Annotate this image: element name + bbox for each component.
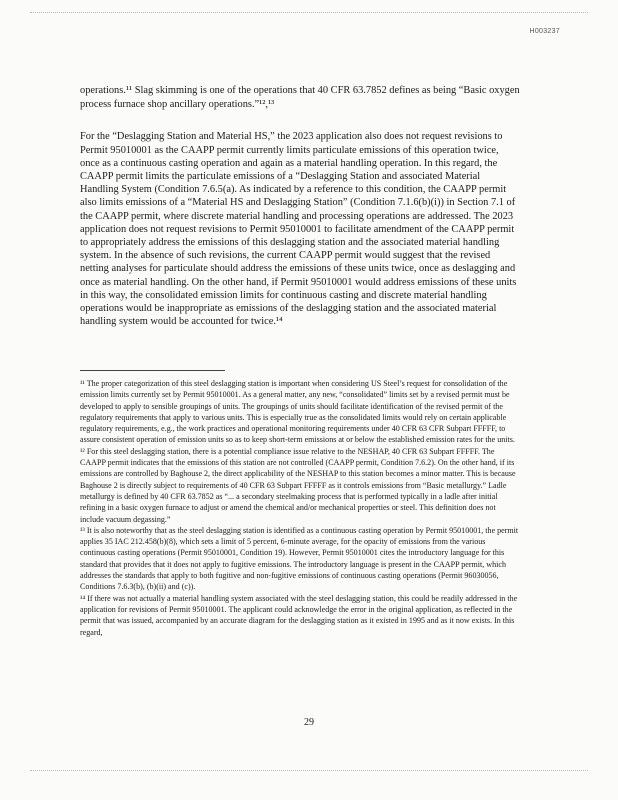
footnote-14: ¹⁴ If there was not actually a material handling system associated with the steel deslagging station, this could be readily addressed in the application for revisions of Permit 95010001. The applicant could acknowledge the error in the original application, as reflected in the permit that was issued, accompanied by an accurate diagram for the deslagging station as it existed in 1995 and as it now exists. In this regard, [80, 593, 518, 637]
footnote-13: ¹³ It is also noteworthy that as the steel deslagging station is identified as a continuous casting operation by Permit 95010001, the permit applies 35 IAC 212.458(b)(8), which sets a limit of 5 percent, 6-minute average, for the opacity of emissions from the various continuous casting operations (Permit 95010001, Condition 19). However, Permit 95010001 cites the introductory language for this standard that provides that it does not apply to fugitive emissions. The introductory language is present in the CAAPP permit, which addresses the standards that apply to both fugitive and non-fugitive emissions of continuous casting operations (Permit 96030056, Conditions 7.6.3(b), (b)(ii) and (c)). [80, 525, 519, 592]
footnote-11: ¹¹ The proper categorization of this steel deslagging station is important when considering US Steel’s request for consolidation of the emission limits currently set by Permit 95010001. As a general matter, any new, “consolidated” limits set by a revised permit must be developed to apply to sensible groupings of units. The groupings of units should facilitate identification of the revised permit of the regulatory requirements that apply to various units. This is especially true as the consolidated limits would rely on certain applicable regulatory requirements, e.g., the work practices and operational monitoring requirements under 40 CFR 63 CFR Subpart FFFFF, to assure consistent operation of emission units so as to keep short-term emissions at or below the established emission rates for the units. [80, 379, 515, 445]
paragraph-2: For the “Deslagging Station and Material HS,” the 2023 application also does not request revisions to Permit 95010001 as the CAAPP permit currently limits particulate emissions of this operation twice, once as a continuous casting operation and again as a material handling operation. In this regard, the CAAPP permit limits the particulate emissions of a “Deslagging Station and associated Material Handling System (Condition 7.6.5(a). As indicated by a reference to this condition, the CAAPP permit also limits emissions of a “Material HS and Deslagging Station” (Condition 7.1.6(b)(i)) in Section 7.1 of the CAAPP permit, where discrete material handling and processing operations are addressed. The 2023 application does not request revisions to Permit 95010001 to facilitate amendment of the CAAPP permit to appropriately address the emissions of this deslagging station and the associated material handling system. In the absence of such revisions, the current CAAPP permit would suggest that the revised netting analyses for particulate should address the emissions of these units twice, once as deslagging and once as material handling. On the other hand, if Permit 95010001 would address emissions of these units in this way, the consolidated emission limits for continuous casting and discrete material handling operations would be inappropriate as emissions of the deslagging station and the associated material handling system would be accounted for twice.¹⁴ [80, 131, 517, 328]
footnote-separator [80, 370, 225, 371]
bates-number: H003237 [529, 28, 560, 35]
footnote-12: ¹² For this steel deslagging station, there is a potential compliance issue relative to the NESHAP, 40 CFR 63 Subpart FFFFF. The CAAPP permit indicates that the emissions of this station are not controlled (CAAPP permit, Condition 7.6.2). On the other hand, if its emissions are controlled by Baghouse 2, the direct applicability of the NESHAP to this station becomes a minor matter. This is because Baghouse 2 is directly subject to requirements of 40 CFR 63 Subpart FFFFF as it controls emissions from “Basic metallurgy.” Ladle metallurgy is defined by 40 CFR 63.7852 as “... a secondary steelmaking process that is performed typically in a ladle after initial refining in a basic oxygen furnace to adjust or amend the chemical and/or mechanical properties or steel. This definition does not include vacuum degassing.” [80, 446, 516, 524]
page-number: 29 [304, 717, 314, 728]
footnotes [80, 378, 520, 638]
paragraph-1: operations.¹¹ Slag skimming is one of the operations that 40 CFR 63.7852 defines as being “Basic oxygen process furnace shop ancillary operations.”¹²,¹³ [80, 85, 520, 110]
scan-bottom-border [30, 770, 588, 773]
scan-top-border [30, 12, 588, 15]
